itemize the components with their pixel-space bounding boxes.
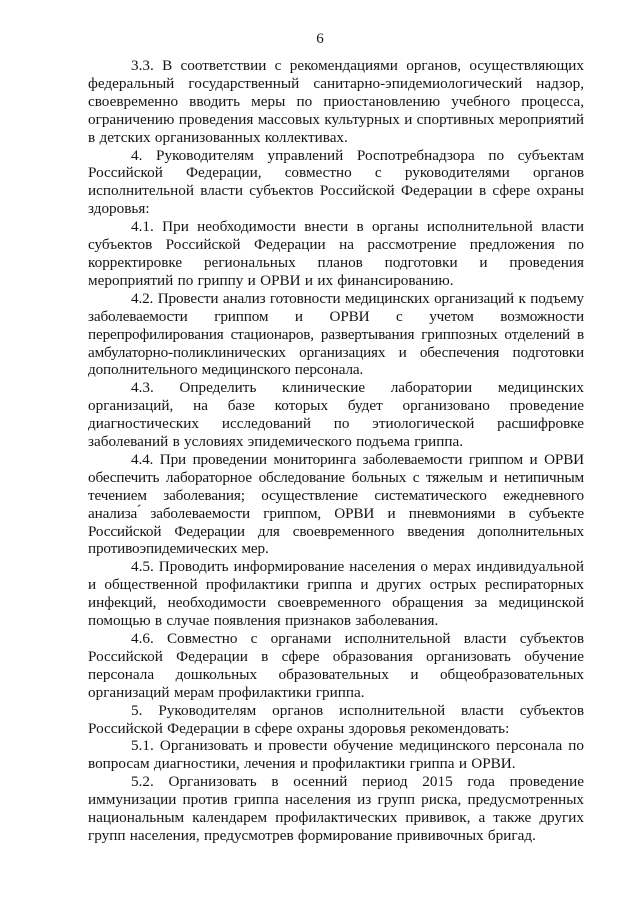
paragraph-4-4: 4.4. При проведении мониторинга заболеваемости гриппом и ОРВИ обеспечить лабораторное обследование больных с тяжелым и нетипичным течением заболевания; осуществление систематического ежедневного анализа ́заболеваемости гриппом, ОРВИ и пневмониями в субъекте Российской Федерации для своевременного введения дополнительных противоэпидемических мер. — [88, 450, 584, 558]
paragraph-5-1: 5.1. Организовать и провести обучение медицинского персонала по вопросам диагностики, лечения и профилактики гриппа и ОРВИ. — [88, 737, 584, 773]
paragraph-4-5: 4.5. Проводить информирование населения о мерах индивидуальной и общественной профилактики гриппа и других острых респираторных инфекций, необходимости своевременного обращения за медицинской помощью в случае появления признаков заболевания. — [88, 558, 584, 630]
paragraph-3-3: 3.3. В соответствии с рекомендациями органов, осуществляющих федеральный государственный санитарно-эпидемиологический надзор, своевременно вводить меры по приостановлению учебного процесса, ограничению проведения массовых культурных и спортивных мероприятий в детских организованных коллективах. — [88, 57, 584, 146]
paragraph-5-2: 5.2. Организовать в осенний период 2015 года проведение иммунизации против гриппа населения из групп риска, предусмотренных национальным календарем профилактических прививок, а также других групп населения, предусмотрев формирование прививочных бригад. — [88, 773, 584, 844]
document-body — [88, 57, 584, 845]
paragraph-5: 5. Руководителям органов исполнительной власти субъектов Российской Федерации в сфере охраны здоровья рекомендовать: — [88, 701, 584, 737]
page-number: 6 — [316, 31, 324, 47]
paragraph-4-3: 4.3. Определить клинические лаборатории медицинских организаций, на базе которых будет организовано проведение диагностических исследований по этиологической расшифровке заболеваний в условиях эпидемического подъема гриппа. — [88, 379, 584, 451]
paragraph-4-1: 4.1. При необходимости внести в органы исполнительной власти субъектов Российской Федерации на рассмотрение предложения по корректировке региональных планов подготовки и проведения мероприятий по гриппу и ОРВИ и их финансированию. — [88, 218, 584, 289]
paragraph-4: 4. Руководителям управлений Роспотребнадзора по субъектам Российской Федерации, совместно с руководителями органов исполнительной власти субъектов Российской Федерации в сфере охраны здоровья: — [88, 146, 584, 218]
paragraph-4-6: 4.6. Совместно с органами исполнительной власти субъектов Российской Федерации в сфере образования организовать обучение персонала дошкольных образовательных и общеобразовательных организаций мерам профилактики гриппа. — [88, 630, 584, 701]
paragraph-4-2: 4.2. Провести анализ готовности медицинских организаций к подъему заболеваемости гриппом и ОРВИ с учетом возможности перепрофилирования стационаров, развертывания гриппозных отделений в амбулаторно-поликлинических организациях и обеспечения подготовки дополнительного медицинского персонала. — [88, 289, 584, 379]
